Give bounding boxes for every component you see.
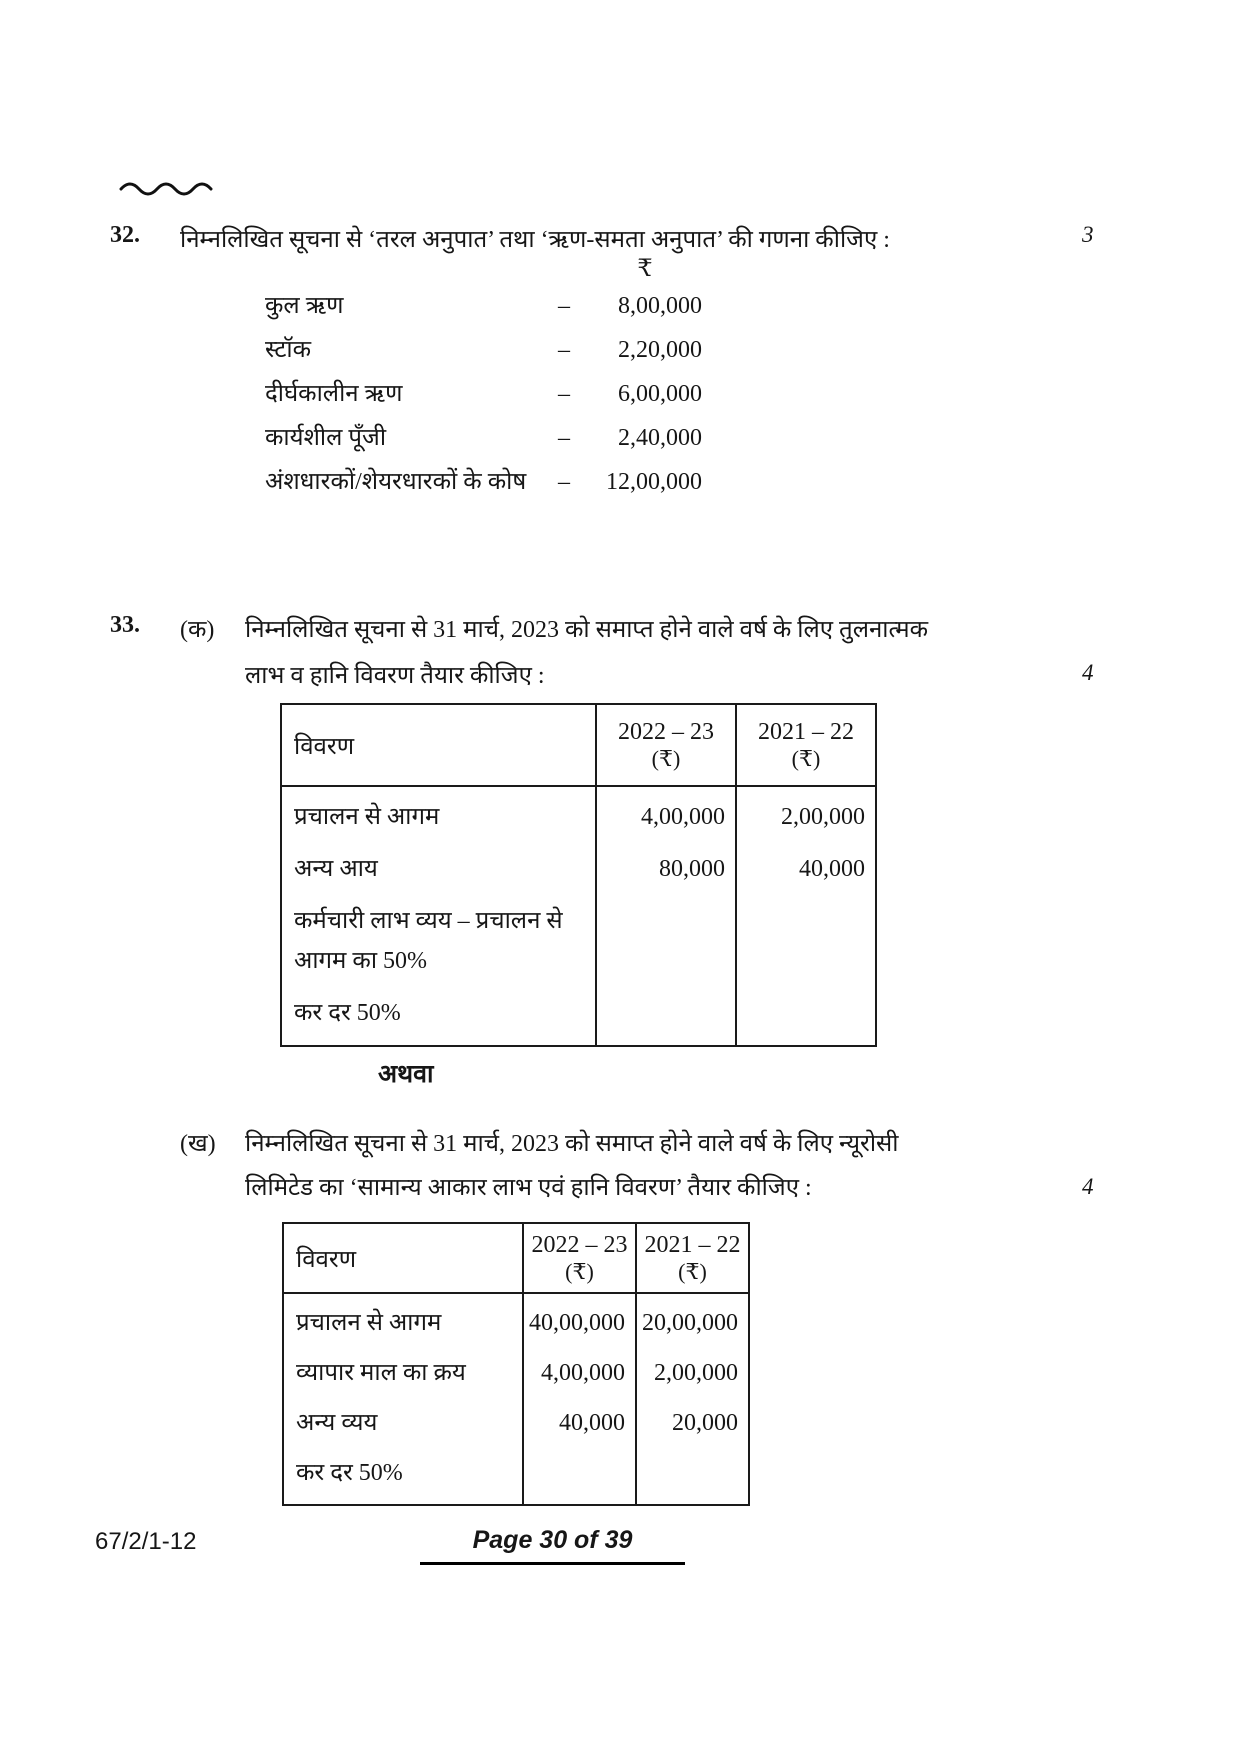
item-label: अंशधारकों/शेयरधारकों के कोष: [265, 469, 527, 495]
part-b-text-line2: लिमिटेड का ‘सामान्य आकार लाभ एवं हानि विवरण’ तैयार कीजिए :: [245, 1175, 812, 1201]
row-label: कर दर 50%: [296, 1460, 403, 1486]
item-label: दीर्घकालीन ऋण: [265, 381, 403, 407]
cell-value: 40,000: [799, 856, 865, 882]
cell-value: 40,000: [559, 1410, 625, 1436]
question-33-number: 33.: [110, 612, 140, 638]
question-32-marks: 3: [1082, 222, 1094, 247]
row-label: अन्य आय: [294, 856, 378, 882]
part-b-marks: 4: [1082, 1174, 1094, 1199]
table-body-row: [283, 1293, 749, 1505]
header-particulars: विवरण: [281, 704, 596, 786]
comparative-statement-table: [280, 703, 877, 1047]
header-year: 2022 – 23: [531, 1231, 628, 1258]
part-a-marks: 4: [1082, 660, 1094, 685]
list-item: [265, 332, 702, 376]
cell-value: 2,00,000: [654, 1360, 738, 1386]
cell-value: 4,00,000: [641, 804, 725, 830]
row-label: कर दर 50%: [294, 1000, 401, 1026]
header-unit: (₹): [678, 1258, 707, 1284]
item-value: 8,00,000: [618, 293, 702, 319]
rupee-column-header: ₹: [637, 256, 653, 282]
item-label: स्टॉक: [265, 337, 312, 363]
footer-divider: [420, 1562, 685, 1565]
table-body-row: [281, 786, 876, 1046]
header-2022-23: [596, 704, 736, 786]
table-header-row: [281, 704, 876, 786]
table-header-row: [283, 1223, 749, 1293]
squiggle-mark-icon: [118, 176, 214, 203]
row-label: अन्य व्यय: [296, 1410, 378, 1436]
item-dash: –: [558, 381, 570, 407]
header-2021-22: [636, 1223, 749, 1293]
part-a-text-line1: निम्नलिखित सूचना से 31 मार्च, 2023 को समाप्त होने वाले वर्ष के लिए तुलनात्मक: [245, 617, 929, 643]
cell-value: 20,00,000: [642, 1310, 738, 1336]
particulars-cell: [283, 1293, 523, 1505]
values-2022-23-cell: [596, 786, 736, 1046]
header-particulars: विवरण: [283, 1223, 523, 1293]
item-dash: –: [558, 293, 570, 319]
list-item: [265, 288, 702, 332]
part-b-text-line1: निम्नलिखित सूचना से 31 मार्च, 2023 को समाप्त होने वाले वर्ष के लिए न्यूरोसी: [245, 1131, 899, 1157]
cell-value: 20,000: [672, 1410, 738, 1436]
item-value: 6,00,000: [618, 381, 702, 407]
or-separator: अथवा: [378, 1061, 434, 1088]
values-2021-22-cell: [636, 1293, 749, 1505]
question-32-number: 32.: [110, 222, 140, 248]
row-label: व्यापार माल का क्रय: [296, 1360, 466, 1386]
paper-code: 67/2/1-12: [95, 1528, 197, 1555]
item-dash: –: [558, 425, 570, 451]
common-size-statement-table: [282, 1222, 750, 1506]
question-32-data-list: [265, 288, 702, 508]
list-item: [265, 376, 702, 420]
list-item: [265, 420, 702, 464]
question-32-text: निम्नलिखित सूचना से ‘तरल अनुपात’ तथा ‘ऋण-समता अनुपात’ की गणना कीजिए :: [180, 227, 890, 253]
cell-value: 4,00,000: [541, 1360, 625, 1386]
cell-value: 40,00,000: [529, 1310, 625, 1336]
values-2022-23-cell: [523, 1293, 636, 1505]
header-year: 2022 – 23: [618, 718, 714, 745]
item-dash: –: [558, 337, 570, 363]
item-label: कार्यशील पूँजी: [265, 425, 387, 451]
header-unit: (₹): [651, 745, 681, 771]
header-year: 2021 – 22: [758, 718, 854, 745]
item-value: 2,40,000: [618, 425, 702, 451]
part-b-label: (ख): [180, 1131, 216, 1157]
row-label: प्रचालन से आगम: [296, 1310, 442, 1336]
header-2022-23: [523, 1223, 636, 1293]
header-year: 2021 – 22: [644, 1231, 741, 1258]
row-label: कर्मचारी लाभ व्यय – प्रचालन से आगम का 50%: [294, 908, 563, 974]
part-a-text-line2: लाभ व हानि विवरण तैयार कीजिए :: [245, 663, 545, 689]
page-number: Page 30 of 39: [472, 1526, 633, 1554]
cell-value: 2,00,000: [781, 804, 865, 830]
values-2021-22-cell: [736, 786, 876, 1046]
header-unit: (₹): [791, 745, 821, 771]
item-value: 12,00,000: [606, 469, 702, 495]
item-label: कुल ऋण: [265, 293, 344, 319]
header-unit: (₹): [565, 1258, 594, 1284]
part-a-label: (क): [180, 617, 215, 643]
particulars-cell: [281, 786, 596, 1046]
row-label: प्रचालन से आगम: [294, 804, 440, 830]
header-2021-22: [736, 704, 876, 786]
list-item: [265, 464, 702, 508]
cell-value: 80,000: [659, 856, 725, 882]
item-value: 2,20,000: [618, 337, 702, 363]
item-dash: –: [558, 469, 570, 495]
